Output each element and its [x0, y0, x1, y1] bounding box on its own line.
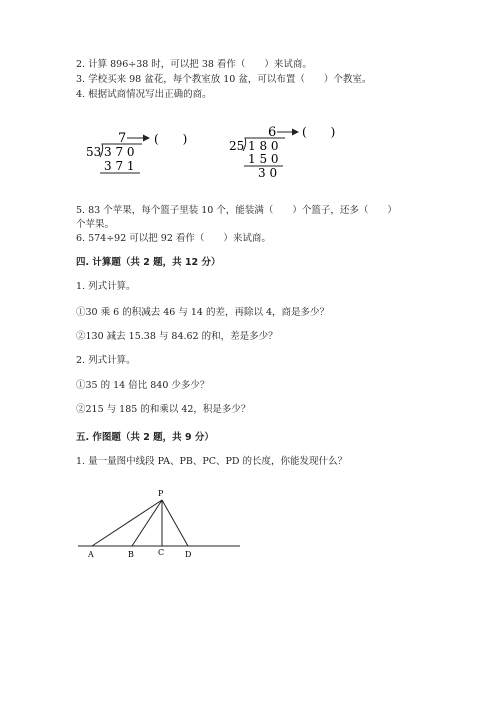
point-p-label: P: [158, 489, 164, 498]
div2-quotient: 6: [268, 125, 277, 140]
section-4-question-1-b: ②130 减去 15.38 与 84.62 的和，差是多少？: [76, 331, 278, 342]
div1-product: 3 7 1: [104, 159, 135, 173]
question-5-line-1: 5. 83 个苹果，每个篮子里装 10 个，能装满（ ）个篮子，还多（ ）: [76, 205, 397, 216]
div2-remainder: 3 0: [258, 166, 278, 180]
segment-figure: [78, 489, 240, 559]
point-c-label: C: [158, 548, 165, 557]
segment-pa: [92, 500, 162, 546]
div2-arrow-head: [292, 129, 299, 136]
section-4-question-2-b: ②215 与 185 的和乘以 42，积是多少？: [76, 404, 251, 415]
div1-quotient: 7: [118, 131, 127, 146]
section-4-question-1-a: ①30 乘 6 的积减去 46 与 14 的差，再除以 4，商是多少？: [76, 307, 330, 318]
section-5-title: 五. 作图题（共 2 题，共 9 分）: [76, 432, 214, 443]
section-4-question-1: 1. 列式计算。: [76, 281, 136, 292]
question-6: 6. 574÷92 可以把 92 看作（ ）来试商。: [76, 233, 271, 244]
point-d-label: D: [185, 550, 192, 559]
section-5-question-1: 1. 量一量图中线段 PA、PB、PC、PD 的长度，你能发现什么？: [76, 456, 348, 467]
div1-arrow-head: [143, 135, 150, 142]
question-4: 4. 根据试商情况写出正确的商。: [76, 89, 212, 100]
segment-pd: [162, 500, 188, 546]
div1-dividend: 3 7 0: [104, 145, 135, 159]
point-a-label: A: [88, 550, 94, 559]
div1-answer-blank: ( ): [154, 132, 188, 146]
question-2: 2. 计算 896÷38 时，可以把 38 看作（ ）来试商。: [76, 59, 312, 70]
div2-divisor: 25: [229, 139, 245, 153]
div2-dividend: 1 8 0: [248, 139, 279, 153]
section-4-question-2-a: ①35 的 14 倍比 840 少多少？: [76, 380, 210, 391]
point-b-label: B: [128, 550, 134, 559]
segment-pb: [132, 500, 162, 546]
section-4-title: 四. 计算题（共 2 题，共 12 分）: [76, 257, 221, 268]
section-4-question-2: 2. 列式计算。: [76, 355, 136, 366]
div1-divisor: 53: [86, 145, 102, 159]
question-3: 3. 学校买来 98 盆花，每个教室放 10 盆，可以布置（ ）个教室。: [76, 74, 372, 85]
division-1: [86, 131, 187, 173]
div2-answer-blank: ( ): [302, 125, 336, 139]
division-2: [229, 125, 335, 180]
div2-product: 1 5 0: [248, 152, 279, 166]
question-5-line-2: 个苹果。: [76, 219, 115, 230]
